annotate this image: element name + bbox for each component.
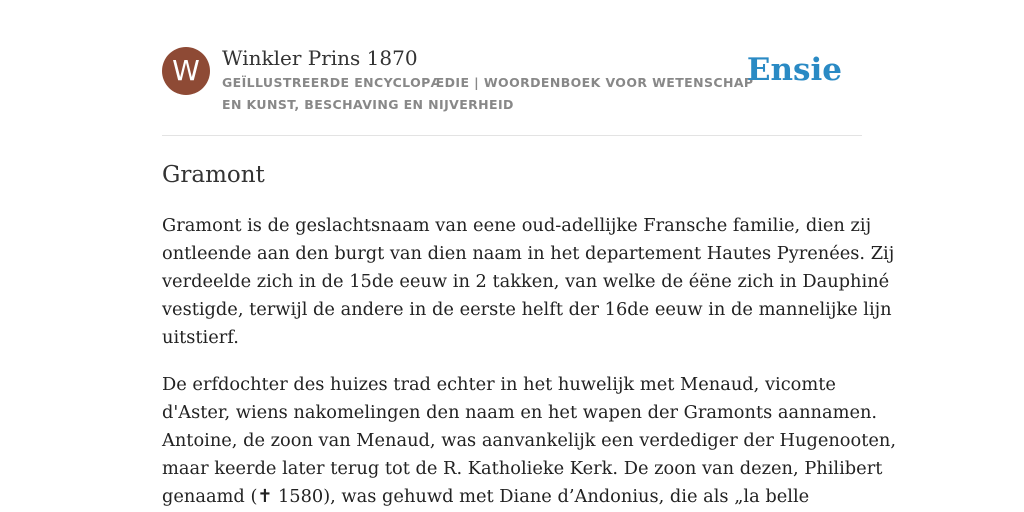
text-line: d'Aster, wiens nakomelingen den naam en het wapen der Gramonts aannamen. bbox=[162, 402, 878, 423]
article-paragraph bbox=[162, 212, 895, 352]
text-line: vestigde, terwijl de andere in de eerste helft der 16de eeuw in de mannelijke lijn bbox=[162, 299, 892, 320]
text-line: Antoine, de zoon van Menaud, was aanvankelijk een verdediger der Hugenooten, bbox=[162, 430, 896, 451]
text-line: Gramont is de geslachtsnaam van eene oud-adellijke Fransche familie, dien zij bbox=[162, 215, 872, 236]
text-line: uitstierf. bbox=[162, 327, 239, 348]
text-line: De erfdochter des huizes trad echter in het huwelijk met Menaud, vicomte bbox=[162, 374, 836, 395]
article-paragraph bbox=[162, 371, 896, 511]
article-title: Gramont bbox=[162, 162, 265, 188]
text-line: verdeelde zich in de 15de eeuw in 2 takken, van welke de éëne zich in Dauphiné bbox=[162, 271, 890, 292]
ensie-logo[interactable]: Ensie bbox=[746, 52, 842, 88]
text-line: maar keerde later terug tot de R. Katholieke Kerk. De zoon van dezen, Philibert bbox=[162, 458, 883, 479]
avatar[interactable]: W bbox=[162, 47, 210, 95]
site-header bbox=[162, 44, 862, 134]
text-line: genaamd (✝ 1580), was gehuwd met Diane d’Andonius, die als „la belle bbox=[162, 486, 810, 507]
source-subtitle: GEÏLLUSTREERDE ENCYCLOPÆDIE | WOORDENBOEK VOOR WETENSCHAP EN KUNST, BESCHAVING EN NIJVERHEID bbox=[222, 75, 754, 112]
article-body bbox=[162, 212, 896, 512]
text-line: ontleende aan den burgt van dien naam in het departement Hautes Pyrenées. Zij bbox=[162, 243, 895, 264]
header-divider bbox=[162, 135, 862, 136]
source-title[interactable]: Winkler Prins 1870 bbox=[222, 46, 418, 70]
